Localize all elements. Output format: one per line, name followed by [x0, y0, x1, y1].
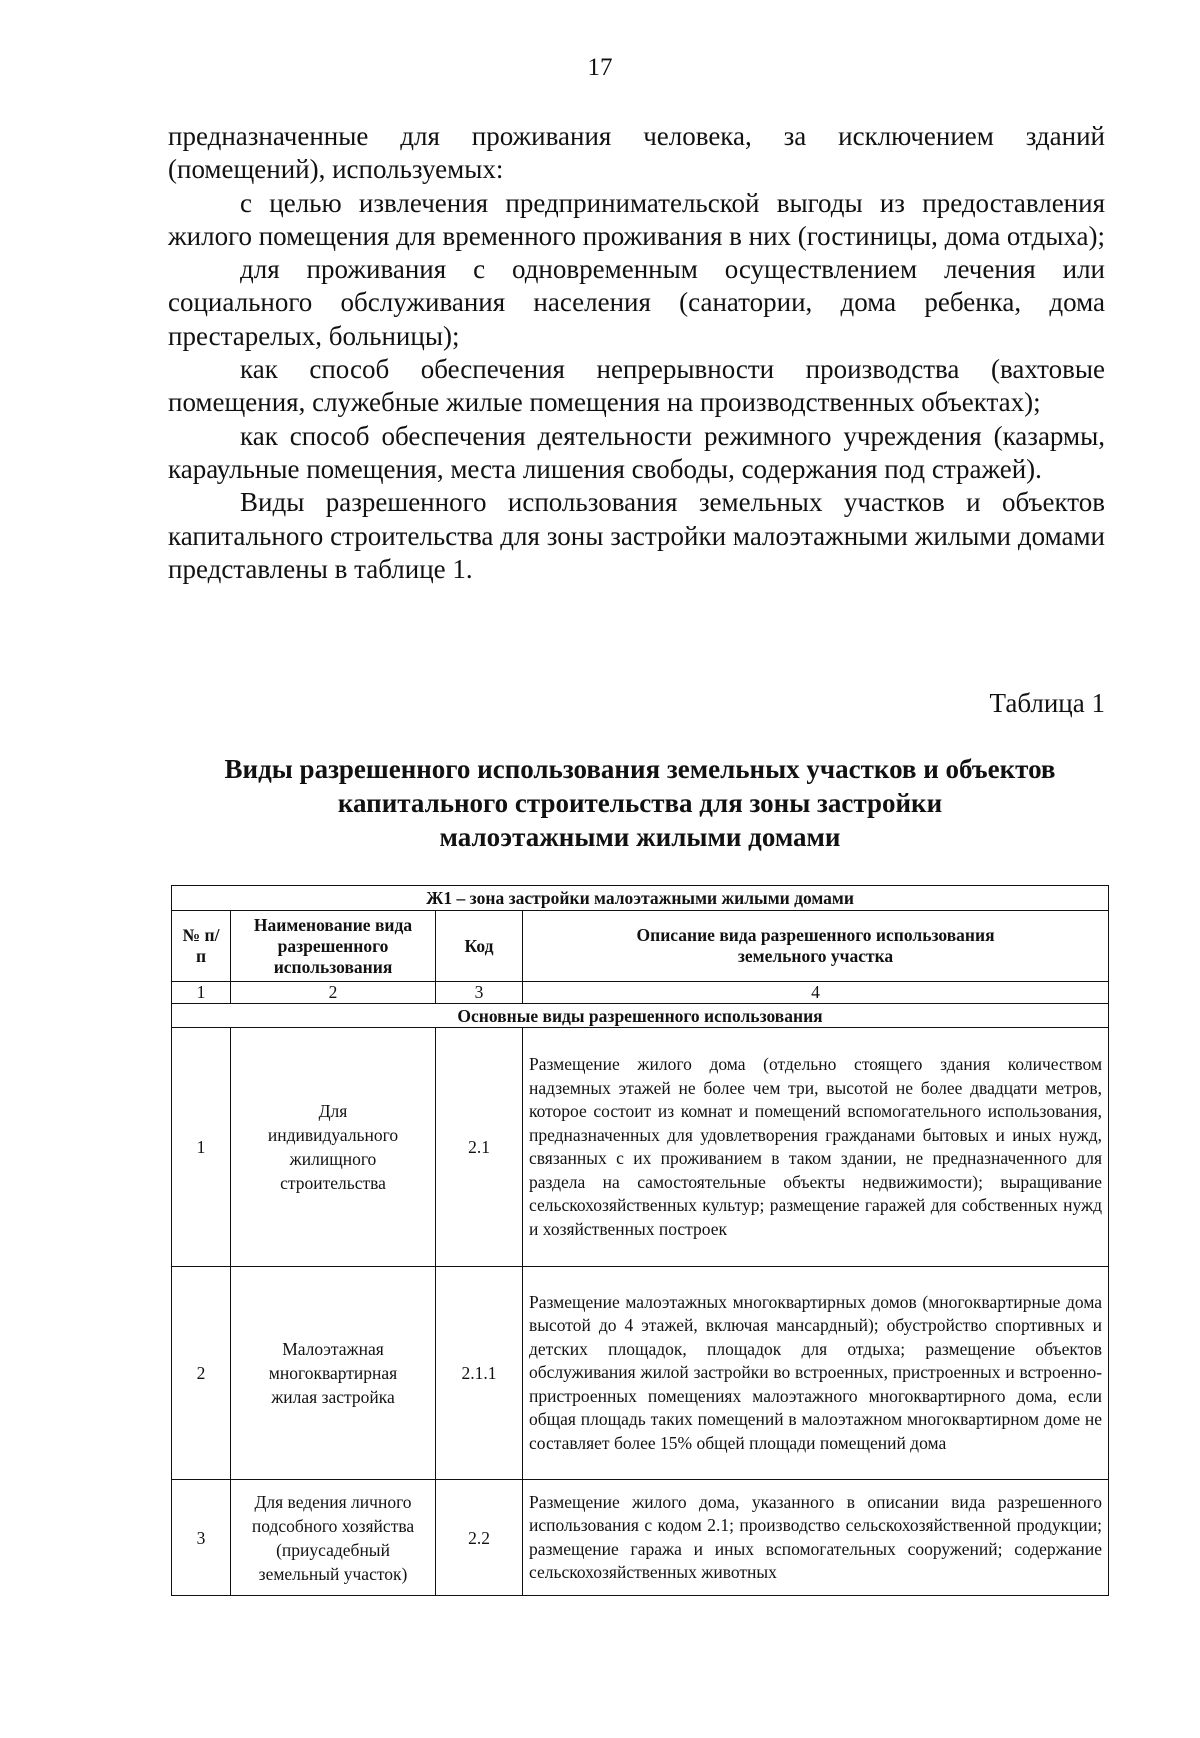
row-num: 2	[172, 1267, 231, 1480]
row-name: Малоэтажная многоквартирная жилая застройка	[231, 1267, 436, 1480]
row-name: Для ведения личного подсобного хозяйства (приусадебный земельный участок)	[231, 1480, 436, 1596]
column-number: 2	[231, 982, 436, 1004]
zone-header-row	[172, 886, 1109, 911]
body-text	[168, 120, 1105, 586]
paragraph: для проживания с одновременным осуществлением лечения или социального обслуживания населения (санатории, дома ребенка, дома престарелых, больницы);	[168, 254, 1105, 351]
table-row	[172, 1267, 1109, 1480]
table-label: Таблица 1	[989, 688, 1105, 718]
row-num: 1	[172, 1028, 231, 1267]
header-code: Код	[436, 911, 523, 982]
header-num: № п/п	[172, 911, 231, 982]
table-row	[172, 1028, 1109, 1267]
row-desc: Размещение жилого дома, указанного в описании вида разрешенного использования с кодом 2.1; производство сельскохозяйственной продукции; размещение гаража и иных вспомогательных сооружений; содержание сельскохозяйственных животных	[523, 1480, 1109, 1596]
paragraph: как способ обеспечения деятельности режимного учреждения (казармы, караульные помещения, места лишения свободы, содержания под стражей).	[168, 420, 1105, 484]
paragraph: с целью извлечения предпринимательской выгоды из предоставления жилого помещения для временного проживания в них (гостиницы, дома отдыха);	[168, 187, 1106, 251]
table-title-line: капитального строительства для зоны застройки	[337, 788, 943, 818]
row-code: 2.1	[436, 1028, 523, 1267]
header-row	[172, 911, 1109, 982]
table-title-line: малоэтажными жилыми домами	[439, 822, 841, 852]
row-code: 2.2	[436, 1480, 523, 1596]
header-name: Наименование вида разрешенного использования	[231, 911, 436, 982]
section-row	[172, 1004, 1109, 1028]
paragraph: как способ обеспечения непрерывности производства (вахтовые помещения, служебные жилые помещения на производственных объектах);	[168, 354, 1105, 418]
row-code: 2.1.1	[436, 1267, 523, 1480]
column-number: 3	[436, 982, 523, 1004]
page-number: 17	[587, 54, 613, 81]
paragraph: предназначенные для проживания человека, за исключением зданий (помещений), используемых:	[168, 121, 1105, 185]
paragraph: Виды разрешенного использования земельных участков и объектов капитального строительства для зоны застройки малоэтажными жилыми домами представлены в таблице 1.	[168, 487, 1105, 584]
column-number: 1	[172, 982, 231, 1004]
table-title	[160, 752, 1120, 854]
column-number-row	[172, 982, 1109, 1004]
header-desc: Описание вида разрешенного использования земельного участка	[523, 911, 1109, 982]
row-desc: Размещение жилого дома (отдельно стоящего здания количеством надземных этажей не более чем три, высотой не более двадцати метров, которое состоит из комнат и помещений вспомогательного использования, предназначенных для удовлетворения гражданами бытовых и иных нужд, связанных с их проживанием в таком здании, не предназначенного для раздела на самостоятельные объекты недвижимости); выращивание сельскохозяйственных культур; размещение гаражей для собственных нужд и хозяйственных построек	[523, 1028, 1109, 1267]
row-num: 3	[172, 1480, 231, 1596]
column-number: 4	[523, 982, 1109, 1004]
land-use-table	[171, 885, 1109, 1596]
row-desc: Размещение малоэтажных многоквартирных домов (многоквартирные дома высотой до 4 этажей, включая мансардный); обустройство спортивных и детских площадок, площадок для отдыха; размещение объектов обслуживания жилой застройки во встроенных, пристроенных и встроенно-пристроенных помещениях малоэтажного многоквартирного дома, если общая площадь таких помещений в малоэтажном многоквартирном доме не составляет более 15% общей площади помещений дома	[523, 1267, 1109, 1480]
zone-header: Ж1 – зона застройки малоэтажными жилыми домами	[172, 886, 1109, 911]
table-row	[172, 1480, 1109, 1596]
section-title: Основные виды разрешенного использования	[172, 1004, 1109, 1028]
row-name: Для индивидуального жилищного строительства	[231, 1028, 436, 1267]
table-title-line: Виды разрешенного использования земельных участков и объектов	[224, 754, 1056, 784]
